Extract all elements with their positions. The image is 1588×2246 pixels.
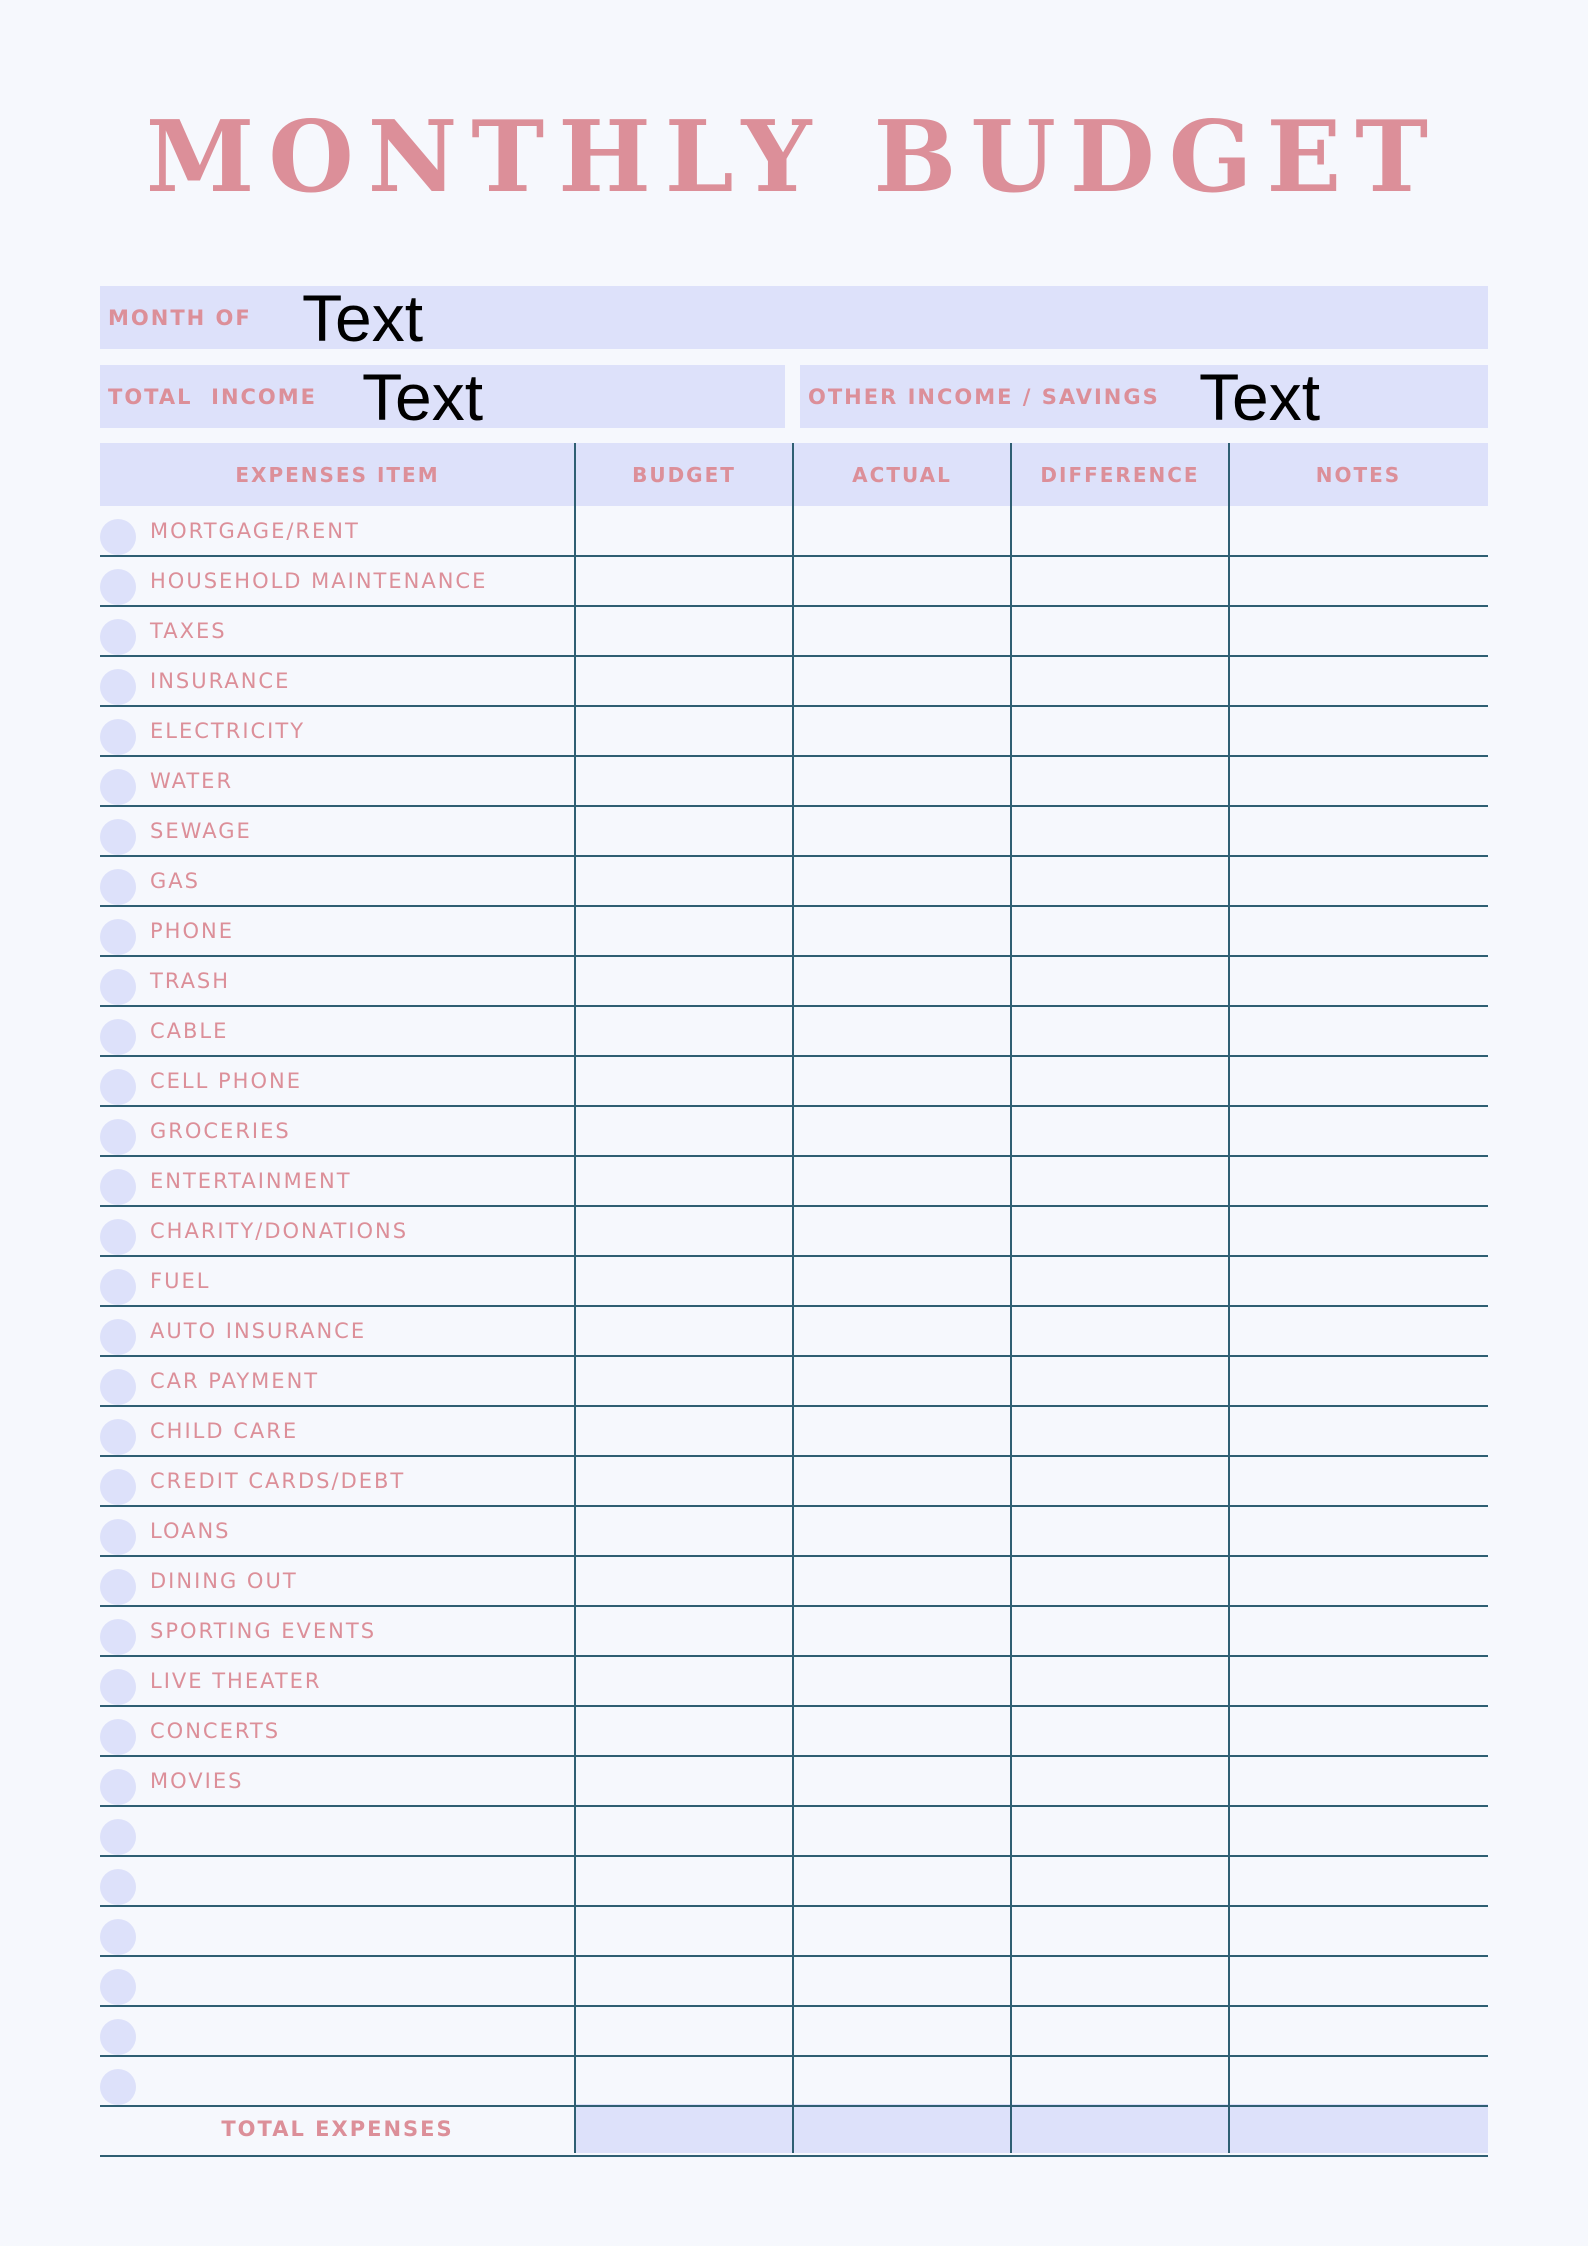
header-notes: NOTES bbox=[1315, 462, 1402, 487]
table-row[interactable] bbox=[100, 1906, 1488, 1956]
expense-item-label: TAXES bbox=[150, 619, 227, 643]
row-checkbox[interactable] bbox=[100, 1219, 136, 1255]
header-expenses-item: EXPENSES ITEM bbox=[235, 462, 440, 487]
row-divider bbox=[100, 1955, 1488, 1957]
expense-item-label: LIVE THEATER bbox=[150, 1669, 322, 1693]
expense-item-label: INSURANCE bbox=[150, 669, 291, 693]
month-field[interactable]: Text bbox=[302, 280, 424, 355]
row-divider bbox=[100, 2005, 1488, 2007]
row-divider bbox=[100, 1005, 1488, 1007]
table-row[interactable] bbox=[100, 606, 1488, 656]
row-checkbox[interactable] bbox=[100, 769, 136, 805]
month-label: MONTH OF bbox=[108, 305, 252, 330]
expense-item-label: HOUSEHOLD MAINTENANCE bbox=[150, 569, 488, 593]
expense-item-label: PHONE bbox=[150, 919, 234, 943]
row-divider bbox=[100, 1805, 1488, 1807]
table-row[interactable] bbox=[100, 806, 1488, 856]
expense-item-label: MOVIES bbox=[150, 1769, 244, 1793]
row-divider bbox=[100, 1205, 1488, 1207]
row-checkbox[interactable] bbox=[100, 919, 136, 955]
row-divider bbox=[100, 805, 1488, 807]
row-divider bbox=[100, 1405, 1488, 1407]
table-row[interactable] bbox=[100, 706, 1488, 756]
expense-item-label: FUEL bbox=[150, 1269, 211, 1293]
row-checkbox[interactable] bbox=[100, 1569, 136, 1605]
row-checkbox[interactable] bbox=[100, 1919, 136, 1955]
expense-item-label: GAS bbox=[150, 869, 200, 893]
row-divider bbox=[100, 655, 1488, 657]
column-divider bbox=[792, 443, 794, 2153]
row-checkbox[interactable] bbox=[100, 1469, 136, 1505]
table-row[interactable] bbox=[100, 1406, 1488, 1456]
row-divider bbox=[100, 1905, 1488, 1907]
row-divider bbox=[100, 955, 1488, 957]
table-row[interactable] bbox=[100, 856, 1488, 906]
table-row[interactable] bbox=[100, 1306, 1488, 1356]
row-checkbox[interactable] bbox=[100, 1169, 136, 1205]
table-row[interactable] bbox=[100, 1106, 1488, 1156]
total-income-bar bbox=[100, 359, 785, 434]
row-divider bbox=[100, 1605, 1488, 1607]
row-checkbox[interactable] bbox=[100, 1419, 136, 1455]
expense-item-label: CABLE bbox=[150, 1019, 229, 1043]
row-checkbox[interactable] bbox=[100, 519, 136, 555]
table-row[interactable] bbox=[100, 2056, 1488, 2106]
table-row[interactable] bbox=[100, 1956, 1488, 2006]
row-checkbox[interactable] bbox=[100, 1969, 136, 2005]
expense-item-label: TRASH bbox=[150, 969, 231, 993]
table-row[interactable] bbox=[100, 1006, 1488, 1056]
expense-item-label: SEWAGE bbox=[150, 819, 252, 843]
table-row[interactable] bbox=[100, 1706, 1488, 1756]
expense-item-label: CHARITY/DONATIONS bbox=[150, 1219, 409, 1243]
row-checkbox[interactable] bbox=[100, 1019, 136, 1055]
row-divider bbox=[100, 1055, 1488, 1057]
table-header bbox=[100, 443, 1488, 506]
table-row[interactable] bbox=[100, 1556, 1488, 1606]
row-divider bbox=[100, 555, 1488, 557]
table-row[interactable] bbox=[100, 1606, 1488, 1656]
row-divider bbox=[100, 1155, 1488, 1157]
table-row[interactable] bbox=[100, 656, 1488, 706]
row-checkbox[interactable] bbox=[100, 619, 136, 655]
month-bar bbox=[100, 280, 1488, 355]
row-checkbox[interactable] bbox=[100, 1769, 136, 1805]
row-divider bbox=[100, 605, 1488, 607]
header-budget: BUDGET bbox=[632, 462, 736, 487]
table-row[interactable] bbox=[100, 1856, 1488, 1906]
row-checkbox[interactable] bbox=[100, 2019, 136, 2055]
row-checkbox[interactable] bbox=[100, 719, 136, 755]
total-expenses-row bbox=[100, 2104, 1488, 2153]
table-row[interactable] bbox=[100, 556, 1488, 606]
row-divider bbox=[100, 2105, 1488, 2107]
row-checkbox[interactable] bbox=[100, 819, 136, 855]
table-row[interactable] bbox=[100, 956, 1488, 1006]
table-row[interactable] bbox=[100, 1256, 1488, 1306]
row-divider bbox=[100, 1705, 1488, 1707]
expense-item-label: CREDIT CARDS/DEBT bbox=[150, 1469, 406, 1493]
expense-item-label: WATER bbox=[150, 769, 234, 793]
row-checkbox[interactable] bbox=[100, 1519, 136, 1555]
table-row[interactable] bbox=[100, 1356, 1488, 1406]
table-row[interactable] bbox=[100, 1156, 1488, 1206]
expense-item-label: CAR PAYMENT bbox=[150, 1369, 320, 1393]
row-checkbox[interactable] bbox=[100, 969, 136, 1005]
row-divider bbox=[100, 1255, 1488, 1257]
total-expenses-cells[interactable] bbox=[575, 2104, 1488, 2153]
row-checkbox[interactable] bbox=[100, 669, 136, 705]
table-row[interactable] bbox=[100, 1506, 1488, 1556]
row-checkbox[interactable] bbox=[100, 1619, 136, 1655]
row-divider bbox=[100, 1105, 1488, 1107]
expense-item-label: LOANS bbox=[150, 1519, 231, 1543]
row-checkbox[interactable] bbox=[100, 2069, 136, 2105]
expense-item-label: CELL PHONE bbox=[150, 1069, 302, 1093]
row-divider bbox=[100, 855, 1488, 857]
row-divider bbox=[100, 1755, 1488, 1757]
column-divider bbox=[1010, 443, 1012, 2153]
table-row[interactable] bbox=[100, 1806, 1488, 1856]
row-divider bbox=[100, 2055, 1488, 2057]
row-checkbox[interactable] bbox=[100, 1119, 136, 1155]
page-title: MONTHLY BUDGET bbox=[145, 100, 1443, 215]
row-divider bbox=[100, 1855, 1488, 1857]
table-row[interactable] bbox=[100, 1056, 1488, 1106]
column-divider bbox=[1228, 443, 1230, 2153]
table-row[interactable] bbox=[100, 1756, 1488, 1806]
expense-item-label: ELECTRICITY bbox=[150, 719, 306, 743]
row-checkbox[interactable] bbox=[100, 1319, 136, 1355]
total-income-field[interactable]: Text bbox=[362, 359, 484, 434]
row-divider bbox=[100, 2155, 1488, 2157]
row-divider bbox=[100, 1455, 1488, 1457]
row-divider bbox=[100, 1355, 1488, 1357]
column-divider bbox=[574, 443, 576, 2153]
expense-item-label: DINING OUT bbox=[150, 1569, 298, 1593]
row-checkbox[interactable] bbox=[100, 1269, 136, 1305]
table-row[interactable] bbox=[100, 756, 1488, 806]
row-divider bbox=[100, 1305, 1488, 1307]
expense-item-label: ENTERTAINMENT bbox=[150, 1169, 352, 1193]
header-actual: ACTUAL bbox=[852, 462, 952, 487]
table-row[interactable] bbox=[100, 1456, 1488, 1506]
expense-item-label: MORTGAGE/RENT bbox=[150, 519, 360, 543]
other-income-label: OTHER INCOME / SAVINGS bbox=[808, 384, 1160, 409]
expense-item-label: CHILD CARE bbox=[150, 1419, 299, 1443]
expense-item-label: SPORTING EVENTS bbox=[150, 1619, 377, 1643]
expense-item-label: GROCERIES bbox=[150, 1119, 291, 1143]
table-row[interactable] bbox=[100, 2006, 1488, 2056]
table-row[interactable] bbox=[100, 906, 1488, 956]
total-expenses-label: TOTAL EXPENSES bbox=[221, 2116, 454, 2141]
total-income-label: TOTAL INCOME bbox=[108, 384, 318, 409]
row-divider bbox=[100, 705, 1488, 707]
row-divider bbox=[100, 1505, 1488, 1507]
row-checkbox[interactable] bbox=[100, 1069, 136, 1105]
row-checkbox[interactable] bbox=[100, 1719, 136, 1755]
other-income-field[interactable]: Text bbox=[1199, 359, 1321, 434]
table-row[interactable] bbox=[100, 1206, 1488, 1256]
other-income-bar bbox=[800, 359, 1488, 434]
table-row[interactable] bbox=[100, 506, 1488, 556]
row-checkbox[interactable] bbox=[100, 569, 136, 605]
table-row[interactable] bbox=[100, 1656, 1488, 1706]
row-divider bbox=[100, 1655, 1488, 1657]
row-divider bbox=[100, 905, 1488, 907]
row-divider bbox=[100, 755, 1488, 757]
row-checkbox[interactable] bbox=[100, 1869, 136, 1905]
row-checkbox[interactable] bbox=[100, 1669, 136, 1705]
row-checkbox[interactable] bbox=[100, 1819, 136, 1855]
row-checkbox[interactable] bbox=[100, 1369, 136, 1405]
expense-item-label: CONCERTS bbox=[150, 1719, 281, 1743]
header-difference: DIFFERENCE bbox=[1040, 462, 1200, 487]
row-divider bbox=[100, 1555, 1488, 1557]
expense-item-label: AUTO INSURANCE bbox=[150, 1319, 367, 1343]
row-checkbox[interactable] bbox=[100, 869, 136, 905]
